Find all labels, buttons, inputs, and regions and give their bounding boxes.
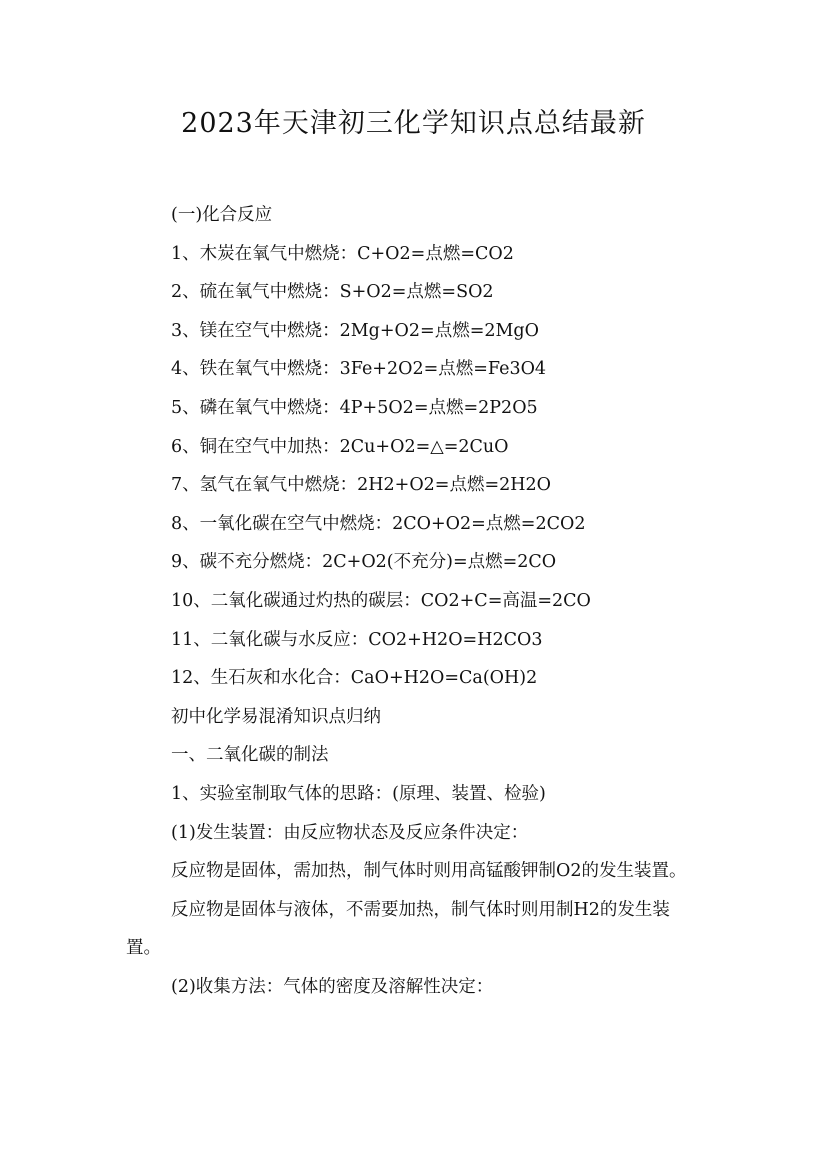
reaction-item: 2、硫在氧气中燃烧：S+O2=点燃=SO2 bbox=[171, 282, 494, 303]
reaction-item: 3、镁在空气中燃烧：2Mg+O2=点燃=2MgO bbox=[171, 320, 539, 341]
section-heading-combination-reaction: (一)化合反应 bbox=[171, 205, 273, 225]
text-line: (2)收集方法：气体的密度及溶解性决定： bbox=[171, 976, 494, 997]
section-heading-confusing-points: 初中化学易混淆知识点归纳 bbox=[171, 706, 381, 727]
document-body bbox=[126, 196, 726, 1006]
reaction-item: 9、碳不充分燃烧：2C+O2(不充分)=点燃=2CO bbox=[171, 552, 557, 573]
text-line: 1、实验室制取气体的思路：(原理、装置、检验) bbox=[171, 783, 546, 804]
document-title: 2023年天津初三化学知识点总结最新 bbox=[181, 108, 646, 139]
reaction-item: 7、氢气在氧气中燃烧：2H2+O2=点燃=2H2O bbox=[171, 475, 552, 496]
reaction-item: 1、木炭在氧气中燃烧：C+O2=点燃=CO2 bbox=[171, 243, 514, 264]
text-line: (1)发生装置：由反应物状态及反应条件决定： bbox=[171, 822, 529, 843]
reaction-item: 11、二氧化碳与水反应：CO2+H2O=H2CO3 bbox=[171, 629, 543, 650]
reaction-item: 6、铜在空气中加热：2Cu+O2=△=2CuO bbox=[171, 436, 509, 457]
paragraph: 反应物是固体与液体，不需要加热，制气体时则用制H2的发生装置。 bbox=[126, 899, 670, 959]
reaction-item: 8、一氧化碳在空气中燃烧：2CO+O2=点燃=2CO2 bbox=[171, 513, 586, 534]
subsection-heading-co2-preparation: 一、二氧化碳的制法 bbox=[171, 745, 329, 766]
paragraph: 反应物是固体，需加热，制气体时则用高锰酸钾制O2的发生装置。 bbox=[171, 861, 687, 882]
reaction-item: 4、铁在氧气中燃烧：3Fe+2O2=点燃=Fe3O4 bbox=[171, 359, 547, 380]
reaction-item: 12、生石灰和水化合：CaO+H2O=Ca(OH)2 bbox=[171, 668, 538, 689]
reaction-item: 5、磷在氧气中燃烧：4P+5O2=点燃=2P2O5 bbox=[171, 397, 538, 418]
reaction-item: 10、二氧化碳通过灼热的碳层：CO2+C=高温=2CO bbox=[171, 590, 591, 611]
